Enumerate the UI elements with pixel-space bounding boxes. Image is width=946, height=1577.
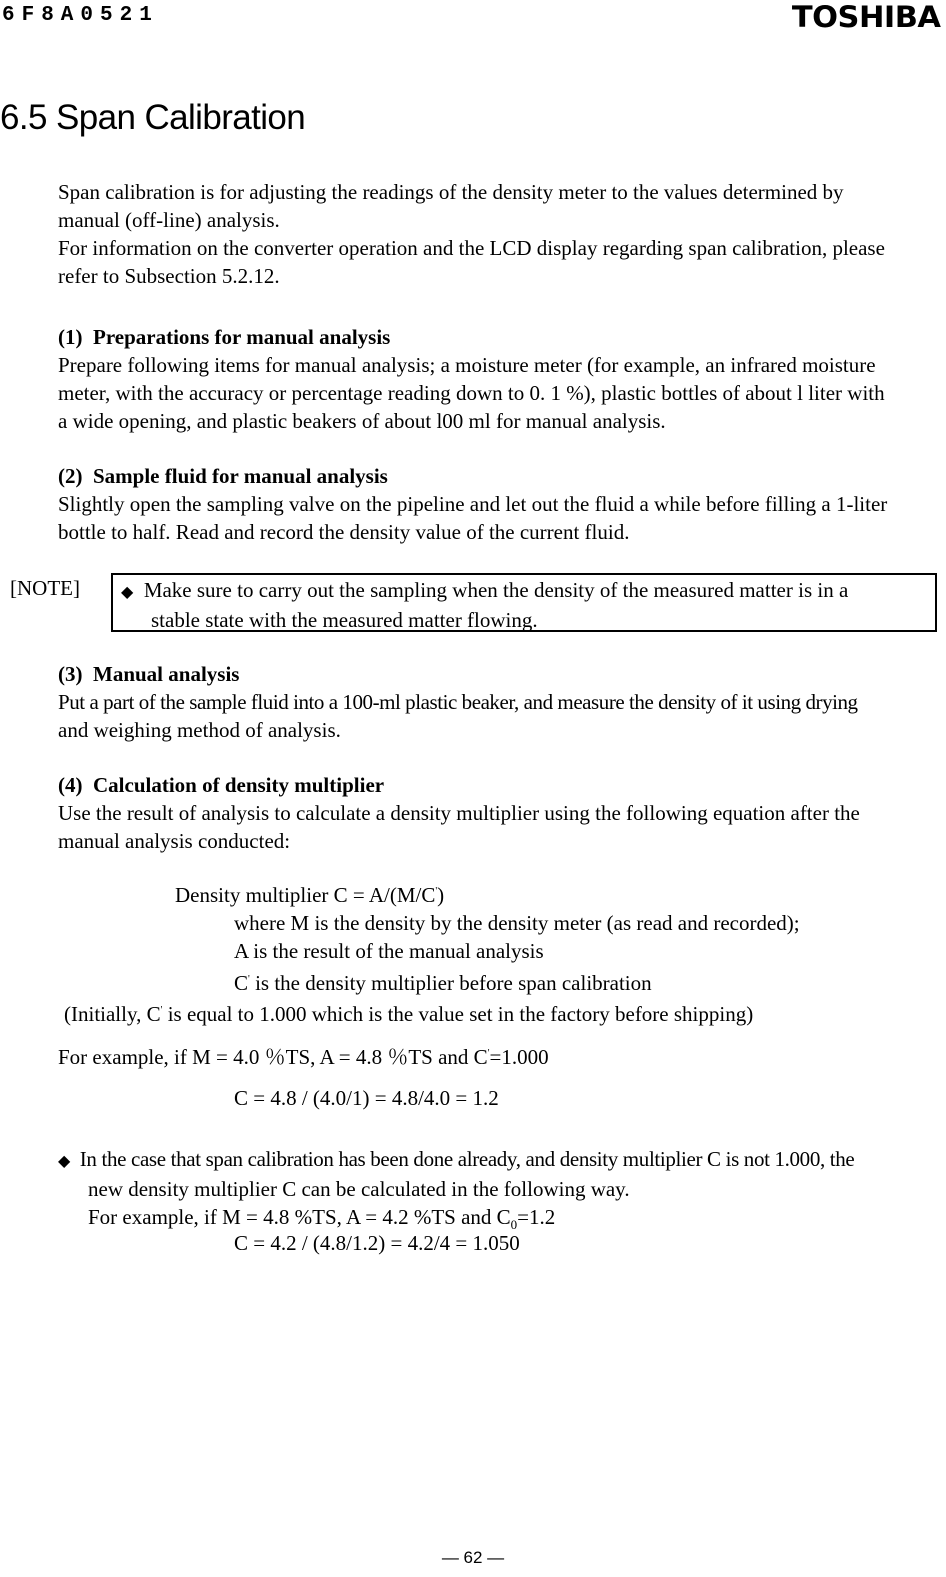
section-title: 6.5 Span Calibration	[0, 98, 306, 137]
step4-line: manual analysis conducted:	[58, 829, 291, 853]
equation-where-c	[234, 969, 652, 997]
intro-line: manual (off-line) analysis.	[58, 208, 280, 232]
toshiba-logo: TOSHIBA	[791, 0, 940, 34]
prime-mark: '	[435, 886, 438, 897]
step4-heading	[58, 771, 860, 799]
step3-section	[58, 660, 858, 744]
step1-line: Prepare following items for manual analysis; a moisture meter (for example, an infrared moisture	[58, 353, 876, 377]
step1-line: meter, with the accuracy or percentage reading down to 0. 1 %), plastic bottles of about l liter with	[58, 381, 885, 405]
step4-number: (4)	[58, 773, 83, 797]
step3-number: (3)	[58, 662, 83, 686]
diamond-bullet-icon: ◆	[121, 582, 134, 601]
step4-line: Use the result of analysis to calculate a density multiplier using the following equation after the	[58, 801, 860, 825]
step1-line: a wide opening, and plastic beakers of about l00 ml for manual analysis.	[58, 409, 666, 433]
step2-heading	[58, 462, 887, 490]
step3-heading-text: Manual analysis	[93, 662, 240, 686]
note-line: stable state with the measured matter flowing.	[151, 608, 538, 632]
step1-number: (1)	[58, 325, 83, 349]
step2-heading-text: Sample fluid for manual analysis	[93, 464, 388, 488]
case-line: new density multiplier C can be calculated in the following way.	[88, 1177, 630, 1201]
step1-section	[58, 323, 885, 435]
page-number: — 62 —	[441, 1548, 505, 1567]
equation-text: Density multiplier C = A/(M/C	[175, 883, 436, 907]
case-result: C = 4.2 / (4.8/1.2) = 4.2/4 = 1.050	[234, 1231, 520, 1255]
case-example-end: =1.2	[517, 1205, 556, 1229]
step2-section	[58, 462, 887, 546]
example1-text-end: =1.000	[489, 1045, 549, 1069]
c-symbol: C	[234, 971, 249, 995]
example1-result: C = 4.8 / (4.0/1) = 4.8/4.0 = 1.2	[234, 1086, 499, 1110]
step4-heading-text: Calculation of density multiplier	[93, 773, 385, 797]
step3-line: Put a part of the sample fluid into a 100-ml plastic beaker, and measure the density of it using drying	[58, 690, 858, 714]
prime-mark: '	[160, 1005, 163, 1016]
intro-paragraph	[58, 178, 885, 290]
step1-heading	[58, 323, 885, 351]
case-line: In the case that span calibration has been done already, and density multiplier C is not 1.000, the	[79, 1147, 855, 1171]
case-example-text: For example, if M = 4.8 %TS, A = 4.2 %TS and C	[88, 1205, 511, 1229]
prime-mark: '	[487, 1048, 490, 1059]
note-label: [NOTE]	[10, 576, 80, 600]
equation-close: )	[437, 883, 445, 907]
note-content	[121, 576, 848, 634]
equation-main	[175, 881, 444, 909]
step3-line: and weighing method of analysis.	[58, 718, 341, 742]
where-c-text: is the density multiplier before span calibration	[249, 971, 652, 995]
note-line: Make sure to carry out the sampling when the density of the measured matter is in a	[143, 578, 849, 602]
equation-where-m: where M is the density by the density meter (as read and recorded);	[234, 911, 800, 935]
intro-line: refer to Subsection 5.2.12.	[58, 264, 280, 288]
step1-heading-text: Preparations for manual analysis	[93, 325, 391, 349]
case-example	[58, 1203, 854, 1231]
prime-mark: '	[248, 974, 250, 985]
intro-line: Span calibration is for adjusting the readings of the density meter to the values determined by	[58, 180, 844, 204]
example1-line	[58, 1043, 549, 1071]
step2-line: bottle to half. Read and record the density value of the current fluid.	[58, 520, 630, 544]
initial-text-end: is equal to 1.000 which is the value set in the factory before shipping)	[162, 1002, 754, 1026]
step2-number: (2)	[58, 464, 83, 488]
document-code: 6F8A0521	[2, 4, 159, 27]
case-section	[58, 1145, 854, 1231]
intro-line: For information on the converter operation and the LCD display regarding span calibration, please	[58, 236, 885, 260]
step4-section	[58, 771, 860, 855]
equation-where-a: A is the result of the manual analysis	[234, 939, 544, 963]
example1-text: For example, if M = 4.0 ％TS, A = 4.8 ％TS and C	[58, 1045, 488, 1069]
initial-text: (Initially, C	[64, 1002, 161, 1026]
subscript-zero: 0	[510, 1217, 518, 1233]
diamond-bullet-icon: ◆	[58, 1151, 70, 1170]
step3-heading	[58, 660, 858, 688]
equation-initial-note	[64, 1000, 753, 1028]
step2-line: Slightly open the sampling valve on the pipeline and let out the fluid a while before filling a 1-liter	[58, 492, 888, 516]
